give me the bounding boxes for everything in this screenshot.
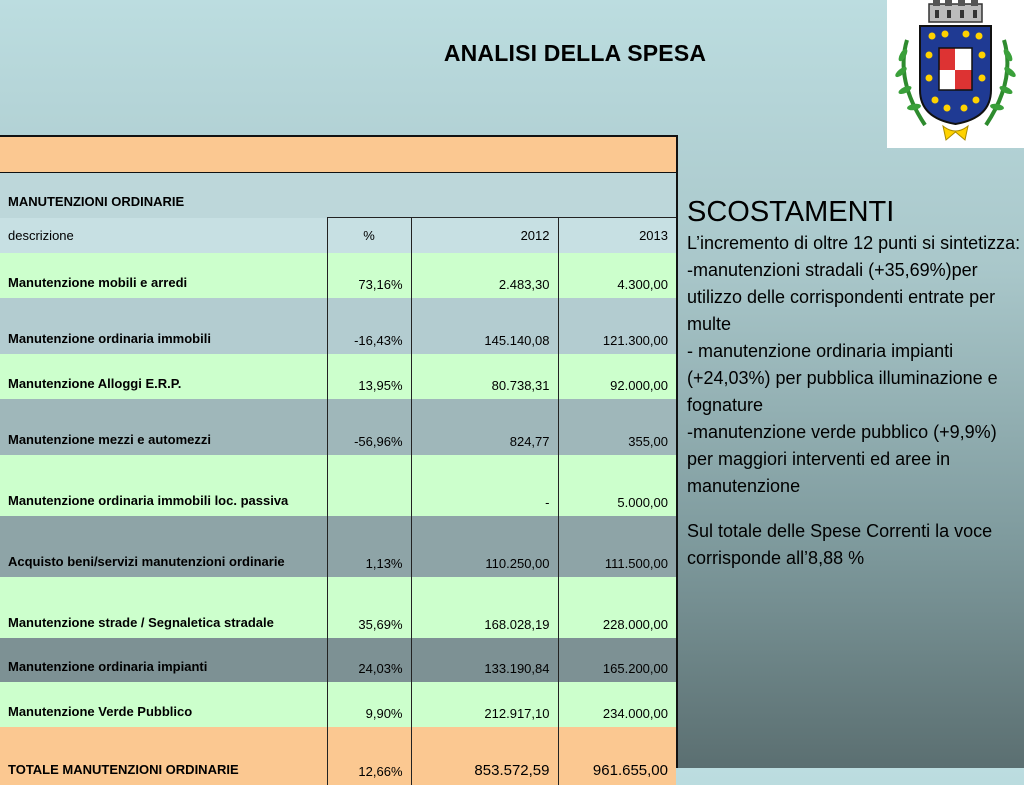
row-2012: 212.917,10: [411, 682, 558, 727]
header-pct: %: [327, 218, 411, 254]
row-desc: Acquisto beni/servizi manutenzioni ordinarie: [0, 516, 327, 577]
row-desc: Manutenzione ordinaria impianti: [0, 638, 327, 682]
notes-heading: SCOSTAMENTI: [687, 196, 895, 228]
total-row: [0, 727, 676, 785]
row-pct: 1,13%: [327, 516, 411, 577]
row-2013: 165.200,00: [558, 638, 676, 682]
row-pct: [327, 455, 411, 516]
section-row: [0, 173, 676, 218]
table-row: [0, 516, 676, 577]
notes-line: -manutenzioni stradali (+35,69%)per utilizzo delle corrispondenti entrate per multe: [687, 260, 996, 334]
row-2012: 110.250,00: [411, 516, 558, 577]
table-row: [0, 253, 676, 298]
row-desc: Manutenzione ordinaria immobili loc. passiva: [0, 455, 327, 516]
row-2013: 111.500,00: [558, 516, 676, 577]
row-2012: 168.028,19: [411, 577, 558, 638]
row-2013: 228.000,00: [558, 577, 676, 638]
row-2013: 4.300,00: [558, 253, 676, 298]
row-2012: 824,77: [411, 399, 558, 455]
page-title: ANALISI DELLA SPESA: [443, 40, 707, 66]
row-2013: 355,00: [558, 399, 676, 455]
row-pct: 9,90%: [327, 682, 411, 727]
table-row: [0, 354, 676, 399]
table-row: [0, 399, 676, 455]
notes-line: - manutenzione ordinaria impianti (+24,03%) per pubblica illuminazione e fognature: [687, 341, 998, 415]
row-pct: 35,69%: [327, 577, 411, 638]
row-pct: -56,96%: [327, 399, 411, 455]
total-2013: 961.655,00: [558, 727, 676, 785]
notes-footer: Sul totale delle Spese Correnti la voce corrisponde all’8,88 %: [687, 521, 993, 568]
row-pct: 24,03%: [327, 638, 411, 682]
header-2013: 2013: [558, 218, 676, 254]
row-2013: 5.000,00: [558, 455, 676, 516]
row-2012: 2.483,30: [411, 253, 558, 298]
row-2013: 234.000,00: [558, 682, 676, 727]
row-2012: 145.140,08: [411, 298, 558, 354]
table-row: [0, 298, 676, 354]
table-row: [0, 638, 676, 682]
row-pct: 13,95%: [327, 354, 411, 399]
notes-line: -manutenzione verde pubblico (+9,9%) per maggiori interventi ed aree in manutenzione: [687, 422, 997, 496]
coat-of-arms-icon: [887, 0, 1024, 148]
table-row: [0, 682, 676, 727]
row-2013: 121.300,00: [558, 298, 676, 354]
row-2012: 133.190,84: [411, 638, 558, 682]
row-desc: Manutenzione ordinaria immobili: [0, 298, 327, 354]
row-desc: Manutenzione mezzi e automezzi: [0, 399, 327, 455]
row-2013: 92.000,00: [558, 354, 676, 399]
header-row: [0, 218, 676, 254]
row-2012: 80.738,31: [411, 354, 558, 399]
section-title: MANUTENZIONI ORDINARIE: [0, 173, 676, 218]
row-desc: Manutenzione strade / Segnaletica stradale: [0, 577, 327, 638]
expense-table: [0, 135, 678, 779]
table-row: [0, 577, 676, 638]
notes-line: L’incremento di oltre 12 punti si sintetizza:: [687, 233, 1021, 253]
coat-of-arms: [887, 0, 1024, 148]
header-2012: 2012: [411, 218, 558, 254]
row-2012: -: [411, 455, 558, 516]
table-top-band: [0, 137, 676, 173]
total-desc: TOTALE MANUTENZIONI ORDINARIE: [0, 727, 327, 785]
row-pct: 73,16%: [327, 253, 411, 298]
row-desc: Manutenzione Alloggi E.R.P.: [0, 354, 327, 399]
header-desc: descrizione: [0, 218, 327, 254]
row-desc: Manutenzione mobili e arredi: [0, 253, 327, 298]
row-desc: Manutenzione Verde Pubblico: [0, 682, 327, 727]
deviation-notes: [687, 196, 1022, 572]
total-pct: 12,66%: [327, 727, 411, 785]
row-pct: -16,43%: [327, 298, 411, 354]
total-2012: 853.572,59: [411, 727, 558, 785]
table-row: [0, 455, 676, 516]
